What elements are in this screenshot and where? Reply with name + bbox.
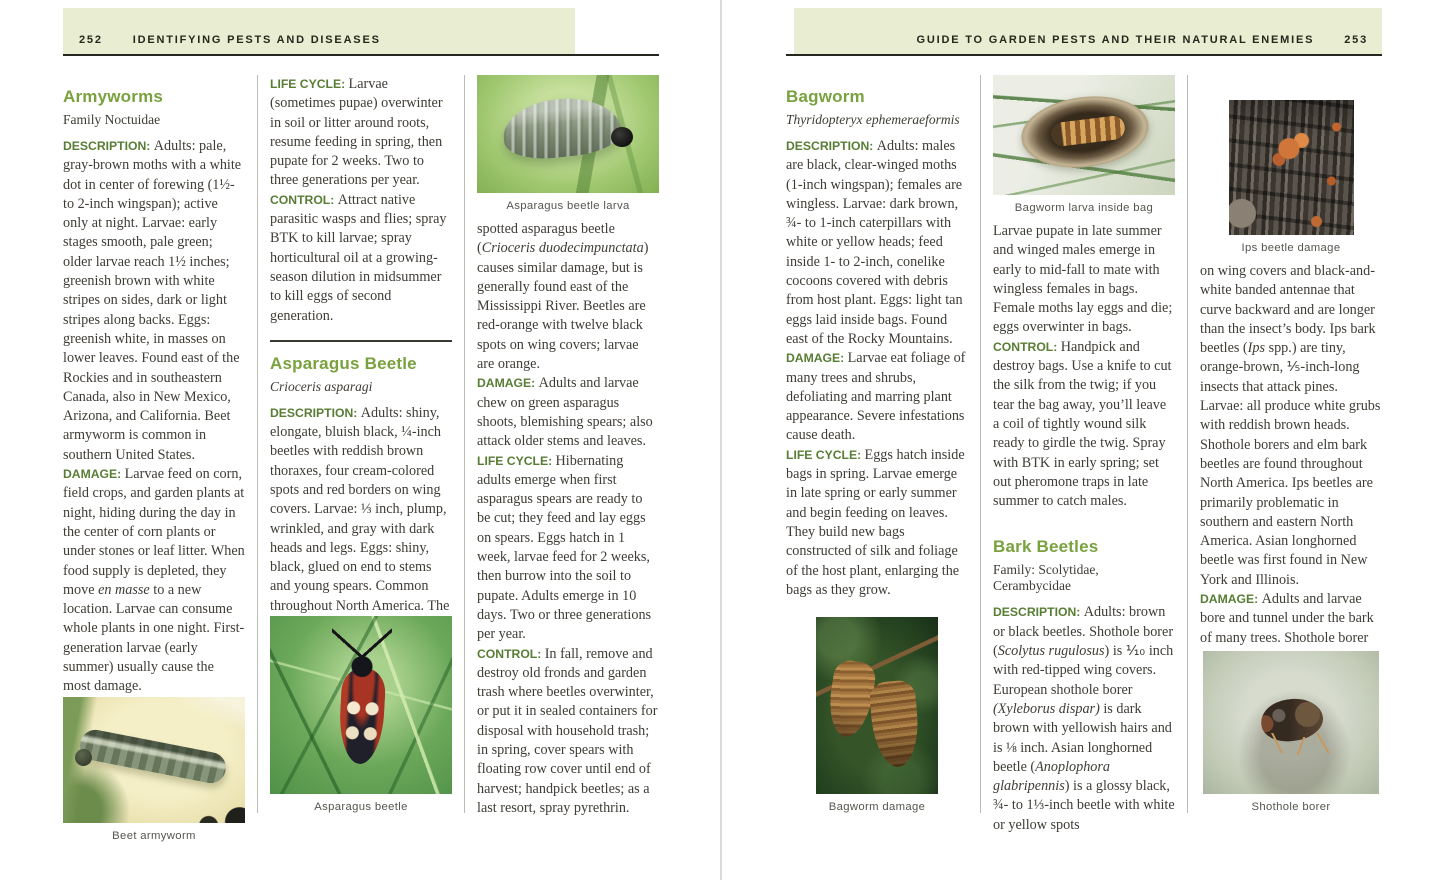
body-paragraph: LIFE CYCLE: Larvae (sometimes pupae) overwinter in soil or litter around roots, resume feeding in spring, then pupate for 2 weeks. Two to three generations per year. (270, 76, 443, 189)
figure-caption: Asparagus beetle larva (506, 200, 630, 212)
body-paragraph: CONTROL: Handpick and destroy bags. Use a knife to cut the silk from the twig; if you tear the bag away, you’ll leave a coil of tightly wound silk ready to girdle the twig. Spray with BTK in early spring; set out pheromone traps in late summer to catch males. (993, 338, 1172, 510)
left-header-rule (63, 54, 659, 56)
beet-armyworm-photo (63, 697, 245, 823)
field-label: DESCRIPTION: (63, 139, 154, 153)
body-paragraph: CONTROL: Attract native parasitic wasps and flies; spray BTK to kill larvae; spray horticultural oil at a growing-season dilution in midsummer to kill eggs of second generation. (270, 191, 447, 324)
body-paragraph: DAMAGE: Larvae eat foliage of many trees and shrubs, defoliating and marring plant appearance. Severe infestations cause death. (786, 350, 966, 444)
asparagus-beetle-photo (270, 616, 452, 794)
body-paragraph: DESCRIPTION: Adults: pale, gray-brown moths with a white dot in center of forewing (1½- to 2-inch wingspan); active only at night. Larvae: early stages smooth, pale green; older larvae reach 1½ inches; greenish brown with white stripes on sides, dark or light stripes along backs. Eggs: greenish white, in masses on lower leaves. Found east of the Rockies and in southeastern Canada, also in New Mexico, Arizona, and California. Beet armyworm is common in southern United States. (63, 138, 242, 463)
field-label: CONTROL: (270, 192, 338, 207)
left-running-header: IDENTIFYING PESTS AND DISEASES (132, 34, 381, 46)
right-column-1 (786, 75, 968, 813)
figure-asparagus-beetle-larva (477, 75, 659, 212)
figure-asparagus-beetle (270, 616, 452, 813)
body-paragraph: DESCRIPTION: Adults: males are black, clear-winged moths (1-inch wingspan); females are wingless. Larvae: dark brown, ¾- to 1-inch caterpillars with white or yellow heads; feed inside 1- to 2-inch, conelike cocoons covered with debris from host plant. Eggs: light tan eggs laid inside bags. Found east of the Rocky Mountains. (786, 138, 963, 347)
body-paragraph: Larvae pupate in late summer and winged males emerge in early to mid-fall to mate with wingless females in bags. Female moths lay eggs and die; eggs overwinter in bags. (993, 223, 1173, 336)
left-column-1 (63, 75, 245, 842)
figure-caption: Beet armyworm (112, 829, 196, 842)
body-paragraph: DAMAGE: Larvae feed on corn, field crops, and garden plants at night, hiding during the day in the center of corn plants or under stones or leaf litter. When food supply is depleted, they move en masse to a new location. Larvae can consume whole plants in one night. First-generation larvae (early summer) usually cause the most damage. (63, 466, 245, 695)
body-paragraph: LIFE CYCLE: Hibernating adults emerge when first asparagus spears are ready to be cut; they feed and lay eggs on spears. Eggs hatch in 1 week, larvae feed for 2 weeks, then burrow into the soil to pupate. Adults emerge in 10 days. Two or three generations per year. (477, 452, 652, 643)
left-column-3 (477, 75, 659, 816)
field-label: DESCRIPTION: (786, 139, 877, 153)
body-paragraph: DAMAGE: Adults and larvae bore and tunnel under the bark of many trees. Shothole borer (1200, 591, 1374, 646)
left-page (63, 0, 659, 880)
figure-caption: Ips beetle damage (1241, 242, 1341, 254)
ips-beetle-damage-photo (1229, 100, 1354, 235)
species-name: Family Noctuidae (63, 112, 161, 127)
right-running-header: GUIDE TO GARDEN PESTS AND THEIR NATURAL ENEMIES (916, 34, 1315, 46)
figure-caption: Bagworm damage (828, 801, 926, 813)
figure-beet-armyworm (63, 697, 245, 842)
left-column-2 (270, 75, 452, 813)
body-paragraph: on wing covers and black-and-white banded antennae that curve backward and are longer than the insect’s body. Ips bark beetles (Ips spp.) are tiny, orange-brown, ⅕-inch-long insects that attack pines. Larvae: all produce white grubs with reddish brown heads. Shothole borers and elm bark beetles are found throughout North America. Ips beetles are primarily problematic in southern and eastern North America. Asian longhorned beetle was first found in New York and Illinois. (1200, 263, 1381, 588)
body-paragraph: DESCRIPTION: Adults: brown or black beetles. Shothole borer (Scolytus rugulosus) is ⅒ inch with red-tipped wing covers. European shothole borer (Xyleborus dispar) is dark brown with yellowish hairs and is ⅛ inch. Asian longhorned beetle (Anoplophora glabripennis) is a glossy black, ¾- to 1⅓-inch beetle with white or yellow spots (993, 604, 1175, 833)
column-rule (257, 75, 258, 813)
entry-heading: Armyworms (63, 87, 164, 106)
body-paragraph: LIFE CYCLE: Eggs hatch inside bags in spring. Larvae emerge in late spring or early summer and begin feeding on leaves. They build new bags constructed of silk and foliage of the host plant, enlarging the bags as they grow. (786, 446, 965, 598)
column-rule (1187, 75, 1188, 813)
right-page-columns (786, 75, 1382, 833)
right-page-header-bar (794, 8, 1382, 54)
field-label: LIFE CYCLE: (270, 77, 349, 91)
body-paragraph: DAMAGE: Adults and larvae chew on green asparagus shoots, blemishing spears; also attack older stems and leaves. (477, 375, 653, 450)
right-page (786, 0, 1382, 880)
field-label: LIFE CYCLE: (477, 453, 556, 468)
column-rule (980, 75, 981, 813)
species-name: Family: Scolytidae, Cerambycidae (993, 562, 1099, 594)
right-header-rule (786, 54, 1382, 56)
right-page-number: 253 (1344, 34, 1368, 46)
body-paragraph: spotted asparagus beetle (Crioceris duodecimpunctata) causes similar damage, but is generally found east of the Mississippi River. Beetles are red-orange with twelve black spots on wing covers; larvae are orange. (477, 221, 649, 373)
figure-shothole-borer (1200, 651, 1382, 813)
entry-heading: Bagworm (786, 87, 865, 106)
bagworm-larva-inside-bag-photo (993, 75, 1175, 195)
left-page-columns (63, 75, 659, 842)
column-rule (464, 75, 465, 813)
figure-caption: Bagworm larva inside bag (1014, 202, 1154, 214)
field-label: DESCRIPTION: (993, 605, 1084, 620)
entry-heading: Asparagus Beetle (270, 353, 417, 373)
asparagus-beetle-larva-photo (477, 75, 659, 193)
right-column-3 (1200, 75, 1382, 813)
shothole-borer-photo (1203, 651, 1379, 794)
left-page-number: 252 (79, 34, 103, 46)
species-name: Crioceris asparagi (270, 378, 373, 394)
field-label: DAMAGE: (63, 467, 125, 482)
figure-bagworm-damage (786, 617, 968, 813)
field-label: DAMAGE: (786, 351, 848, 366)
body-paragraph: CONTROL: In fall, remove and destroy old fronds and garden trash where beetles overwinter, or put it in sealed containers for disposal with household trash; in spring, cover spears with floating row cover until end of harvest; handpick beetles; as a last resort, spray pyrethrin. (477, 645, 658, 816)
field-label: LIFE CYCLE: (786, 447, 865, 462)
entry-heading: Bark Beetles (993, 537, 1099, 557)
entry-divider (270, 340, 452, 342)
species-name: Thyridopteryx ephemeraeformis (786, 112, 960, 127)
right-column-2 (993, 75, 1175, 833)
figure-caption: Shothole borer (1251, 801, 1331, 813)
field-label: DAMAGE: (477, 376, 539, 391)
field-label: DESCRIPTION: (270, 405, 361, 420)
left-page-header-bar (63, 8, 575, 54)
figure-caption: Asparagus beetle (314, 801, 408, 813)
body-paragraph: DESCRIPTION: Adults: shiny, elongate, bluish black, ¼-inch beetles with reddish brown thoraxes, four cream-colored spots and red borders on wing covers. Larvae: ⅓ inch, plump, wrinkled, and gray with dark heads and legs. Eggs: shiny, black, glued on end to stems and young spears. Common throughout North America. The (270, 404, 450, 614)
figure-bagworm-larva-inside-bag (993, 75, 1175, 214)
field-label: DAMAGE: (1200, 592, 1262, 607)
bagworm-damage-photo (816, 617, 938, 794)
figure-ips-beetle-damage (1200, 100, 1382, 254)
field-label: CONTROL: (477, 646, 545, 661)
spread-gutter-line (720, 0, 722, 880)
field-label: CONTROL: (993, 339, 1061, 354)
